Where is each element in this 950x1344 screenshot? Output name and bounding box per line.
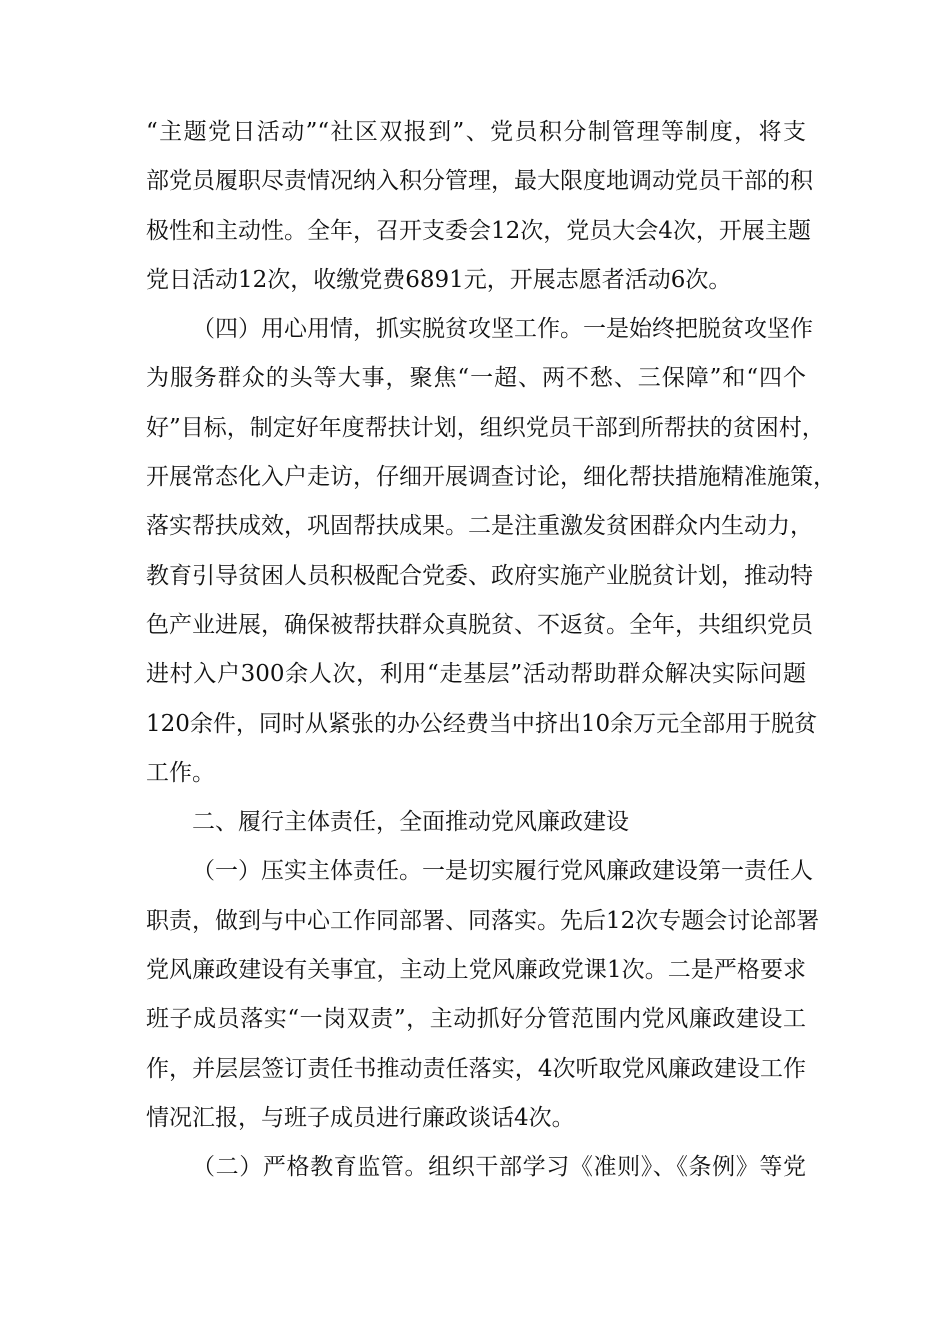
- paragraph-line: 落实帮扶成效，巩固帮扶成果。二是注重激发贫困群众内生动力，: [146, 513, 813, 540]
- paragraph-line: 工作。: [146, 759, 215, 786]
- paragraph-line: （二）严格教育监管。组织干部学习《准则》、《条例》等党: [192, 1154, 806, 1181]
- paragraph-line: 色产业进展，确保被帮扶群众真脱贫、不返贫。全年，共组织党员: [146, 611, 813, 638]
- paragraph-line: 极性和主动性。全年，召开支委会12次，党员大会4次，开展主题: [146, 217, 811, 244]
- paragraph-line: 党日活动12次，收缴党费6891元，开展志愿者活动6次。: [146, 266, 732, 293]
- paragraph-line: 党风廉政建设有关事宜，主动上党风廉政党课1次。二是严格要求: [146, 957, 806, 984]
- paragraph-line: （四）用心用情，抓实脱贫攻坚工作。一是始终把脱贫攻坚作: [192, 316, 813, 343]
- section-heading: 二、履行主体责任，全面推动党风廉政建设: [192, 809, 629, 836]
- paragraph-line: 为服务群众的头等大事，聚焦“一超、两不愁、三保障”和“四个: [146, 365, 806, 392]
- paragraph-line: 部党员履职尽责情况纳入积分管理，最大限度地调动党员干部的积: [146, 168, 813, 195]
- paragraph-line: （一）压实主体责任。一是切实履行党风廉政建设第一责任人: [192, 858, 813, 885]
- paragraph-line: 120余件，同时从紧张的办公经费当中挤出10余万元全部用于脱贫: [146, 710, 818, 737]
- paragraph-line: 班子成员落实“一岗双责”，主动抓好分管范围内党风廉政建设工: [146, 1006, 806, 1033]
- paragraph-line: 开展常态化入户走访，仔细开展调查讨论，细化帮扶措施精准施策，: [146, 464, 836, 491]
- paragraph-line: 情况汇报，与班子成员进行廉政谈话4次。: [146, 1104, 575, 1131]
- paragraph-line: 进村入户300余人次，利用“走基层”活动帮助群众解决实际问题: [146, 661, 806, 688]
- document-body: [146, 108, 836, 1193]
- paragraph-line: “主题党日活动”“社区双报到”、党员积分制管理等制度，将支: [146, 119, 806, 145]
- paragraph-line: 好”目标，制定好年度帮扶计划，组织党员干部到所帮扶的贫困村，: [146, 414, 825, 441]
- paragraph-line: 教育引导贫困人员积极配合党委、政府实施产业脱贫计划，推动特: [146, 562, 813, 589]
- paragraph-line: 作，并层层签订责任书推动责任落实，4次听取党风廉政建设工作: [146, 1055, 806, 1082]
- paragraph-line: 职责，做到与中心工作同部署、同落实。先后12次专题会讨论部署: [146, 907, 820, 934]
